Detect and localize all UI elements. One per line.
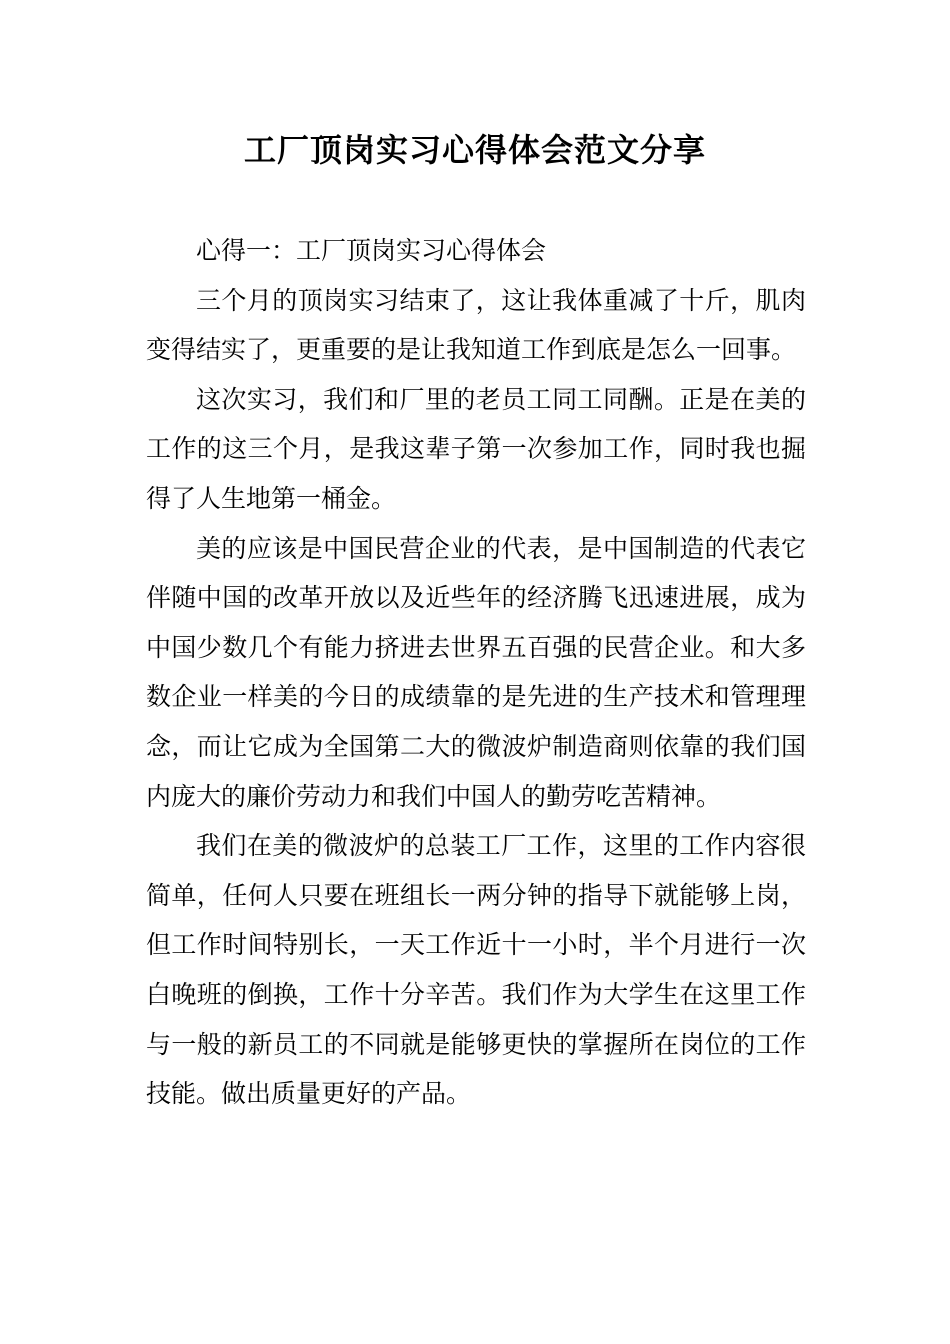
paragraph: 我们在美的微波炉的总装工厂工作，这里的工作内容很简单，任何人只要在班组长一两分钟的指导下就能够上岗，但工作时间特别长，一天工作近十一小时，半个月进行一次白晚班的倒换，工作十分辛苦。我们作为大学生在这里工作与一般的新员工的不同就是能够更快的掌握所在岗位的工作技能。做出质量更好的产品。 [146,831,806,1109]
paragraph: 美的应该是中国民营企业的代表，是中国制造的代表它伴随中国的改革开放以及近些年的经济腾飞迅速进展，成为中国少数几个有能力挤进去世界五百强的民营企业。和大多数企业一样美的今日的成绩靠的是先进的生产技术和管理理念，而让它成为全国第二大的微波炉制造商则依靠的我们国内庞大的廉价劳动力和我们中国人的勤劳吃苦精神。 [146,533,806,811]
paragraph: 三个月的顶岗实习结束了，这让我体重减了十斤，肌肉变得结实了，更重要的是让我知道工作到底是怎么一回事。 [146,285,806,365]
section-heading: 心得一：工厂顶岗实习心得体会 [196,236,547,265]
document-title: 工厂顶岗实习心得体会范文分享 [243,131,706,169]
paragraph: 这次实习，我们和厂里的老员工同工同酬。正是在美的工作的这三个月，是我这辈子第一次参加工作，同时我也掘得了人生地第一桶金。 [146,384,806,513]
document-body [146,226,806,1119]
